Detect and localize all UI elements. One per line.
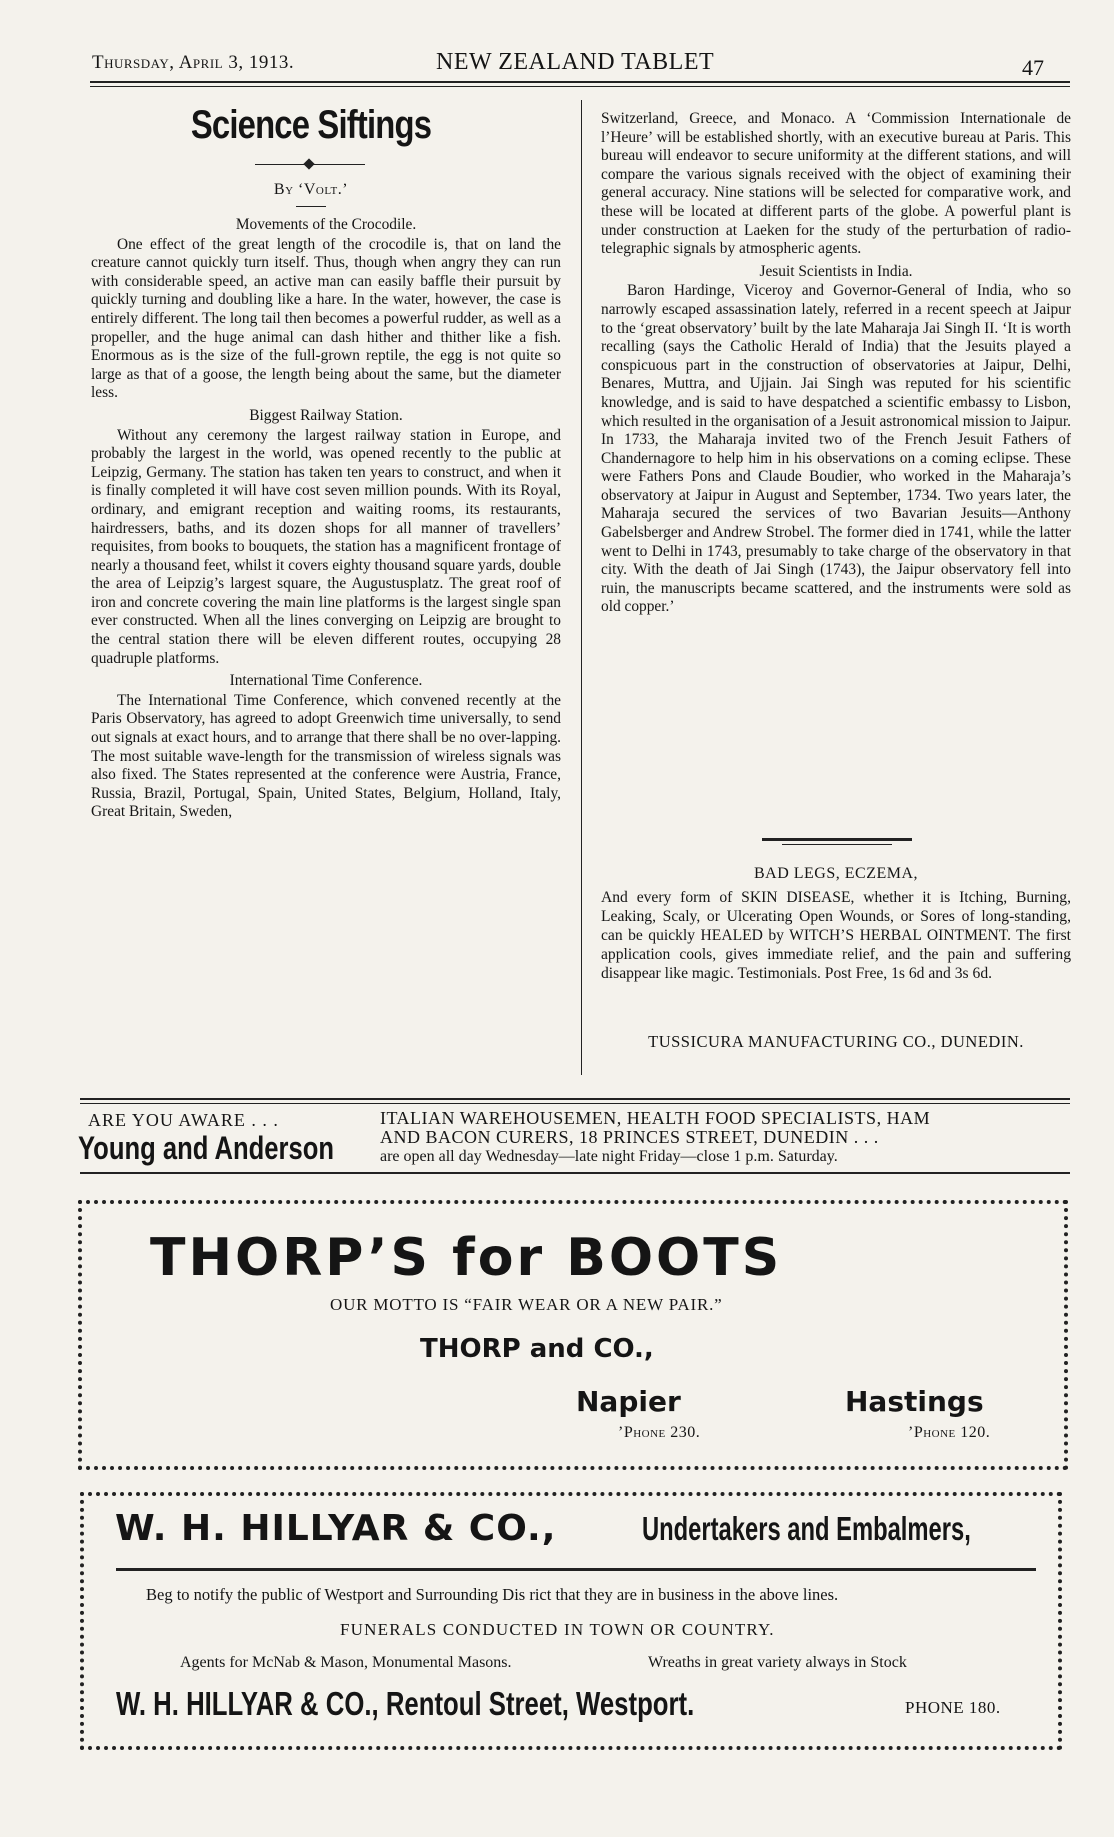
ornamental-rule <box>762 838 912 841</box>
header-rule <box>90 81 1070 83</box>
section-body: Baron Hardinge, Viceroy and Governor-General of India, who so narrowly escaped assassination lately, referred in a recent speech at Jaipur to the ‘great observatory’ built by the late Maharaja Jai Singh II. ‘It is worth recalling (says the Catholic Herald of India) that the Jesuits played a conspicuous part in the construction of observatories at Jaipur, Delhi, Benares, Muttra, and Ujjain. Jai Singh was reputed for his scientific knowledge, and is said to have despatched a scientific embassy to Lisbon, which resulted in the organisation of a Jesuit astronomical mission to Jaipur. In 1733, the Maharaja invited two of the French Jesuit Fathers of Chandernagore to help him in his observations on a coming eclipse. These were Fathers Pons and Claude Boudier, who worked in the Maharaja’s observatory at Jaipur in August and September, 1734. Two years later, the Maharaja secured the services of two Bavarian Jesuits—Anthony Gabelsberger and Andrew Strobel. The former died in 1741, while the latter went to Delhi in 1743, presumably to take charge of the observatory in that city. With the death of Jai Singh (1743), the Jaipur observatory fell into ruin, the manuscripts became scattered, and the instruments were sold as old copper.’ <box>601 282 1071 616</box>
title-ornament-diamond <box>303 158 314 169</box>
ornamental-rule-thin <box>782 844 892 845</box>
left-column-text <box>91 212 561 822</box>
thorp-phone-napier: ’Phone 230. <box>618 1424 701 1441</box>
thorp-motto: OUR MOTTO IS “FAIR WEAR OR A NEW PAIR.” <box>330 1295 723 1314</box>
section-heading: International Time Conference. <box>229 672 423 690</box>
hillyar-phone: PHONE 180. <box>905 1698 1001 1717</box>
section-body: Without any ceremony the largest railway station in Europe, and probably the largest in the world, was opened recently to the public at Leipzig, Germany. The station has taken ten years to construct, and when it is finally completed it will have cost seven million pounds. With its Royal, ordinary, and emigrant reception and waiting rooms, its restaurants, hairdressers, baths, and its dozen shops for all manner of travellers’ requisites, from books to bouquets, the station has a magnificent frontage of nearly a thousand feet, whilst it covers eighty thousand square yards, double the area of Leipzig’s largest square, the Augustusplatz. The great roof of iron and concrete covering the main line platforms is the largest single span ever constructed. When all the lines converging on Leipzig are brought to the central station there will be eleven different routes, occupying 28 quadruple platforms. <box>91 426 561 667</box>
hillyar-trade-wrap <box>642 1510 1042 1556</box>
ad-company: TUSSICURA MANUFACTURING CO., DUNEDIN. <box>648 1032 1024 1051</box>
section-heading: Jesuit Scientists in India. <box>759 262 913 280</box>
thorp-company: THORP and CO., <box>420 1334 654 1364</box>
ad-line: are open all day Wednesday—late night Friday—close 1 p.m. Saturday. <box>380 1148 838 1165</box>
hillyar-notice: Beg to notify the public of Westport and Surrounding Dis rict that they are in business in the above lines. <box>146 1585 839 1604</box>
column-title: Science Siftings <box>190 103 432 147</box>
ad-top-rule <box>80 1098 1070 1100</box>
ad-bottom-rule <box>80 1172 1070 1174</box>
section-body: The International Time Conference, which convened recently at the Paris Observatory, has agreed to adopt Greenwich time universally, to send out signals at exact hours, and to arrange that there shall be no over-lapping. The most suitable wave-length for the transmission of wireless signals was also fixed. The States represented at the conference were Austria, France, Russia, Brazil, Portugal, Spain, United States, Belgium, Holland, Italy, Great Britain, Sweden, <box>91 691 561 821</box>
ad-question: ARE YOU AWARE . . . <box>88 1110 279 1130</box>
right-column-text <box>601 110 1071 617</box>
hillyar-address: W. H. HILLYAR & CO., Rentoul Street, Westport. <box>116 1685 695 1722</box>
hillyar-name-wrap <box>115 1508 557 1558</box>
column-divider <box>581 100 582 1075</box>
hillyar-agents: Agents for McNab & Mason, Monumental Masons. <box>180 1654 512 1671</box>
hillyar-rule <box>116 1568 1036 1571</box>
page-number: 47 <box>1022 55 1044 80</box>
masthead: NEW ZEALAND TABLET <box>436 49 715 75</box>
ad-top-rule-thin <box>80 1103 1070 1104</box>
hillyar-trade: Undertakers and Embalmers, <box>642 1510 971 1547</box>
ad-line: ITALIAN WAREHOUSEMEN, HEALTH FOOD SPECIALISTS, HAM <box>380 1108 931 1128</box>
hillyar-address-wrap <box>116 1685 816 1729</box>
thorp-town-napier: Napier <box>576 1385 681 1418</box>
ad-body: And every form of SKIN DISEASE, whether it is Itching, Burning, Leaking, Scaly, or Ulcerating Open Wounds, or Sores of long-standing, can be quickly HEALED by WITCH’S HERBAL OINTMENT. The first application cools, gives immediate relief, and the pain and suffering disappear like magic. Testimonials. Post Free, 1s 6d and 3s 6d. <box>601 889 1071 982</box>
ad-line: AND BACON CURERS, 18 PRINCES STREET, DUNEDIN . . . <box>380 1127 879 1147</box>
ad-heading: BAD LEGS, ECZEMA, <box>753 865 919 882</box>
section-heading: Movements of the Crocodile. <box>235 216 417 233</box>
section-body: One effect of the great length of the crocodile is, that on land the creature cannot quickly turn itself. Thus, though when angry they can run with considerable speed, an active man can easily baffle their pursuit by quickly turning and doubling like a hare. In the water, however, the case is entirely different. The long tail then becomes a powerful rudder, as well as a propeller, and the huge animal can dash hither and thither like a fish. Enormous as is the size of the full-grown reptile, the egg is not quite so large as that of a goose, the length being about the same, but the diameter less. <box>91 235 561 402</box>
section-continuation: Switzerland, Greece, and Monaco. A ‘Commission Internationale de l’Heure’ will be established shortly, with an executive bureau at Paris. This bureau will endeavor to secure uniformity at the different stations, and will compare the various signals received with the object of examining their general accuracy. Nine stations will be selected for comparative work, and these will be located at different parts of the globe. A powerful plant is under construction at Laeken for the study of the perturbation of radio-telegraphic signals by atmospheric agents. <box>601 110 1071 258</box>
thorp-phone-hastings: ’Phone 120. <box>908 1424 991 1441</box>
hillyar-funerals: FUNERALS CONDUCTED IN TOWN OR COUNTRY. <box>340 1620 775 1639</box>
hillyar-name: W. H. HILLYAR & CO., <box>115 1508 557 1549</box>
header-rule-thin <box>90 86 1070 87</box>
thorp-town-hastings: Hastings <box>845 1385 984 1418</box>
section-heading: Biggest Railway Station. <box>249 406 403 424</box>
header-date: Thursday, April 3, 1913. <box>92 52 295 73</box>
thorp-headline: THORP’S for BOOTS <box>150 1228 783 1288</box>
byline-rule <box>296 206 326 207</box>
ad-name-text: Young and Anderson <box>78 1130 334 1166</box>
byline: By ‘Volt.’ <box>273 181 349 198</box>
hillyar-wreaths: Wreaths in great variety always in Stock <box>648 1654 907 1671</box>
ad-name <box>78 1130 368 1170</box>
